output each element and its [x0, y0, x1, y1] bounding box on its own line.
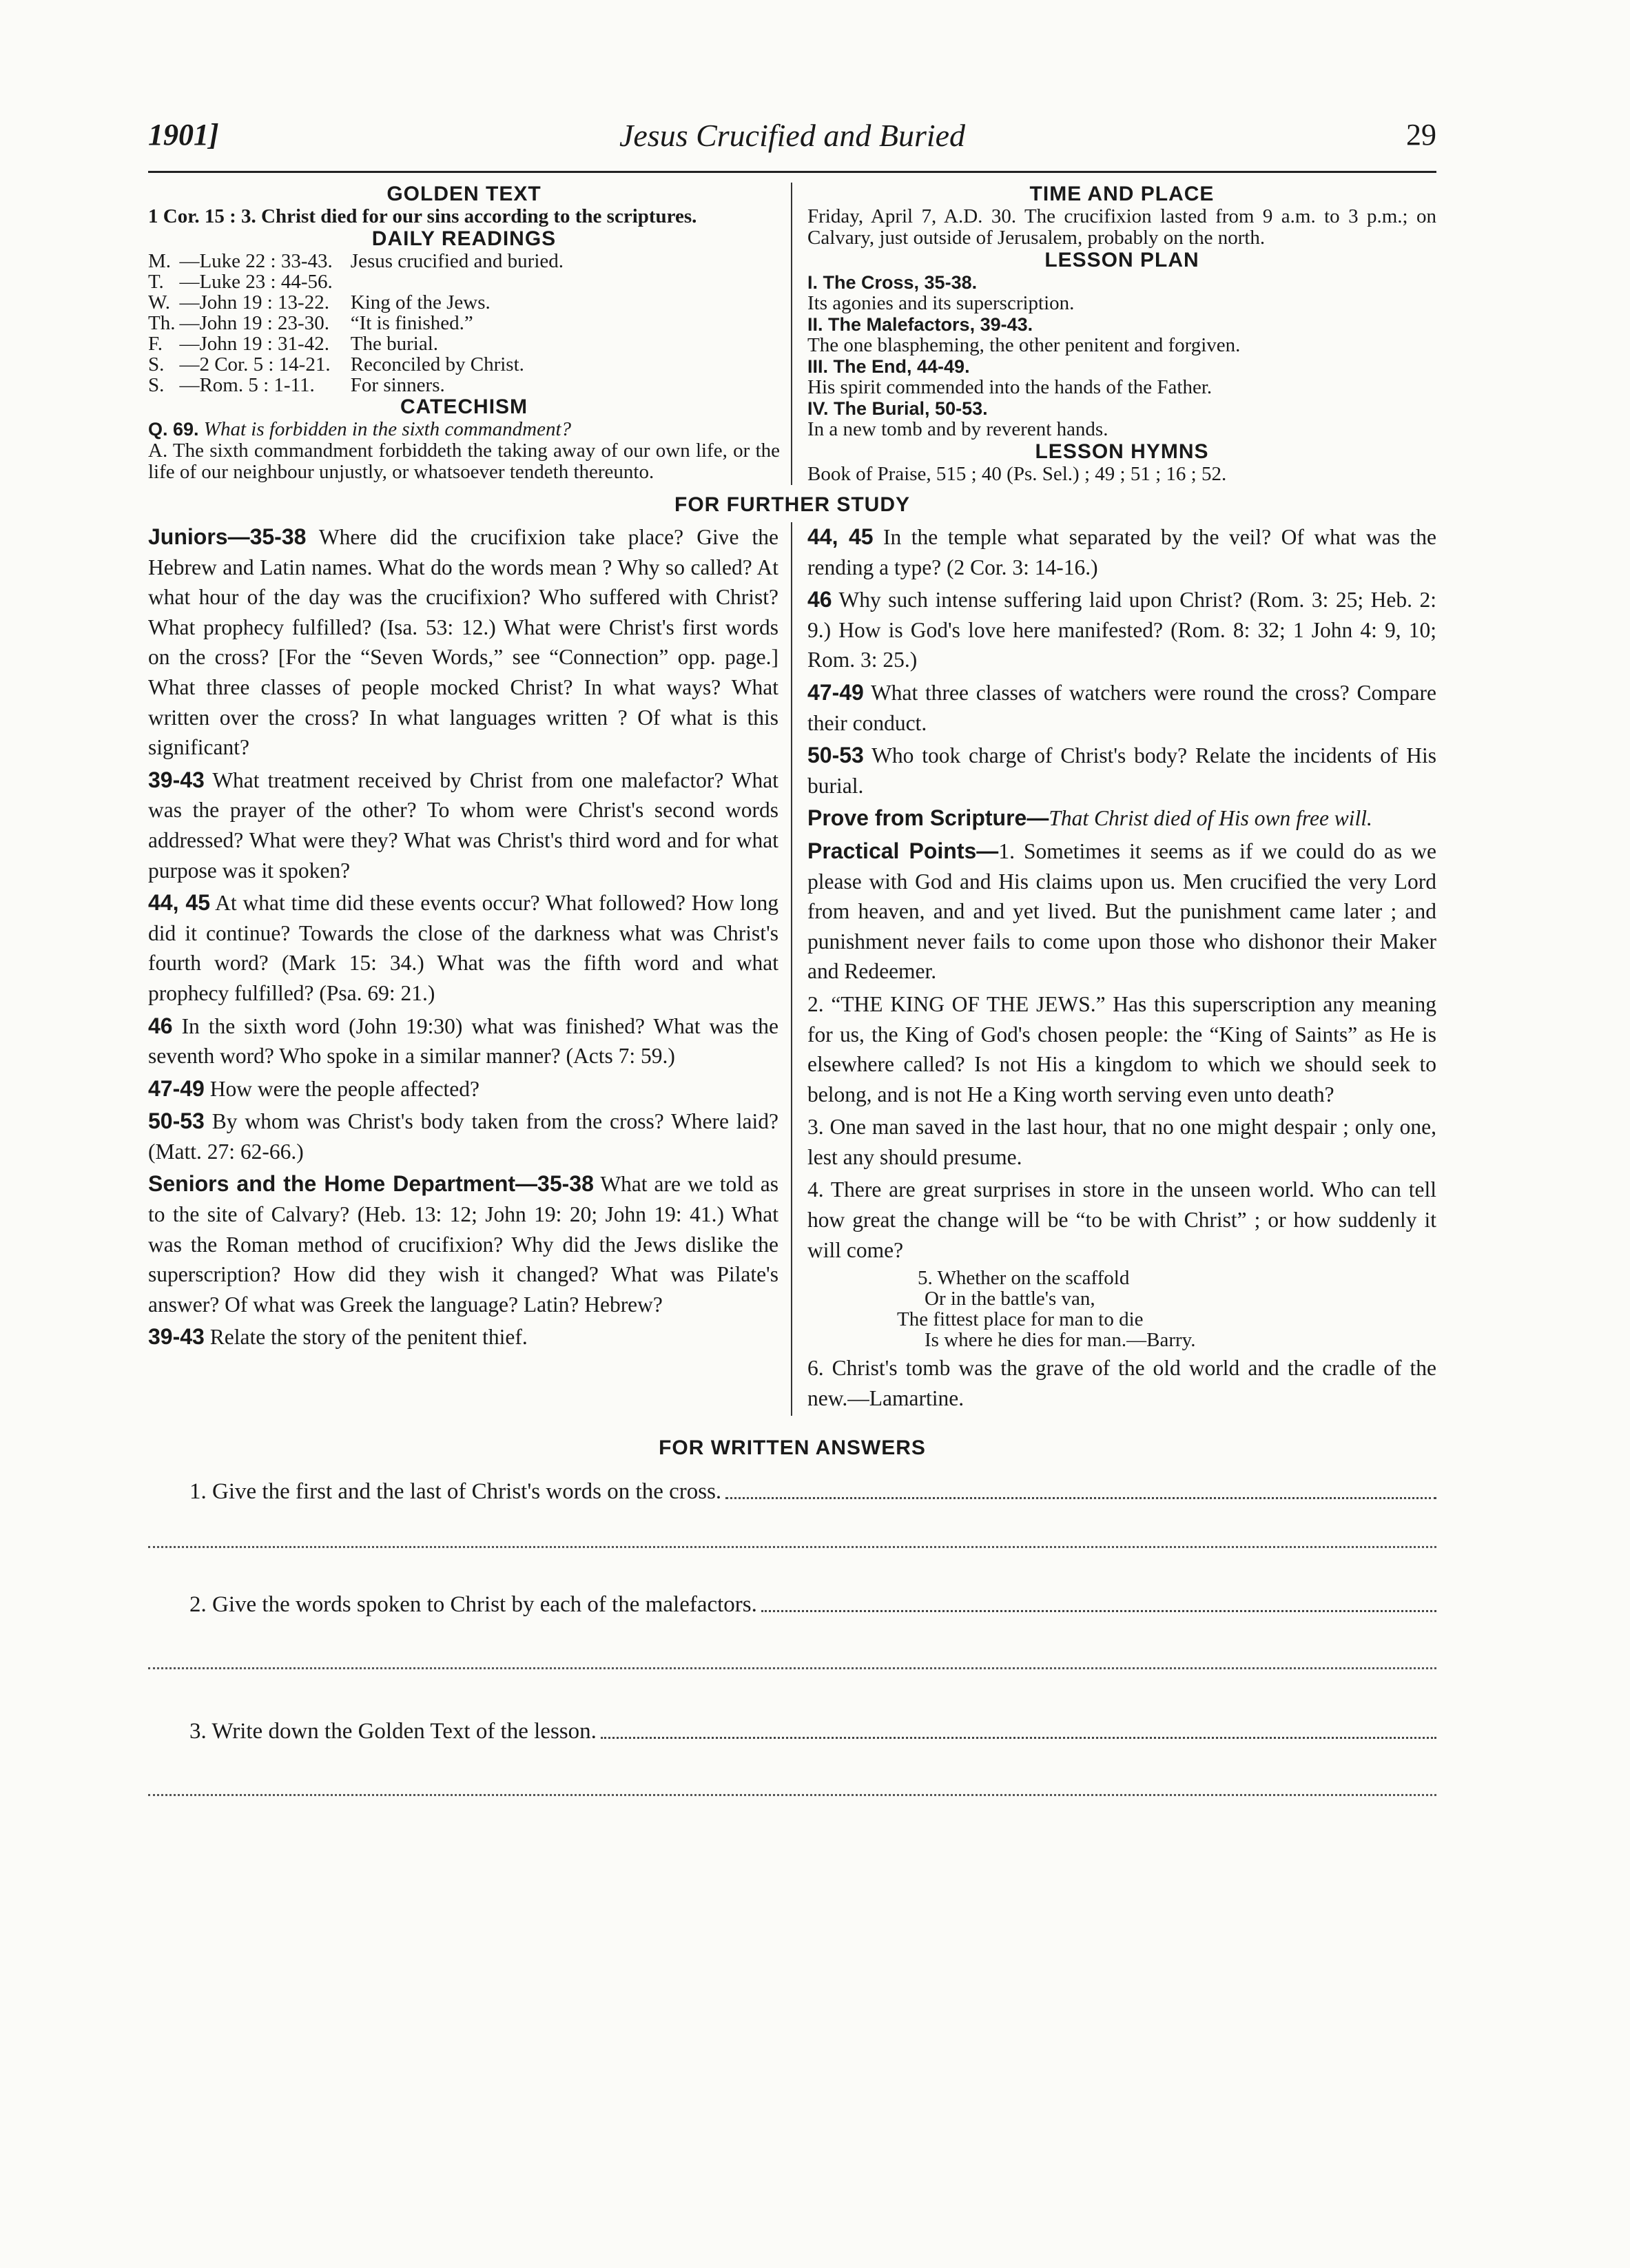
- study-paragraph: [807, 585, 1436, 675]
- lesson-plan-title: III. The End, 44-49.: [807, 356, 970, 377]
- lesson-plan-desc: His spirit commended into the hands of the Father.: [807, 376, 1213, 398]
- daily-reading-row: [148, 333, 568, 354]
- written-answers-heading: FOR WRITTEN ANSWERS: [659, 1436, 926, 1460]
- written-answers: [148, 1479, 1436, 1796]
- lesson-plan-list: [807, 272, 1436, 440]
- study-paragraph: [148, 765, 778, 885]
- study-text: Relate the story of the penitent thief.: [204, 1325, 528, 1350]
- lesson-plan-title: IV. The Burial, 50-53.: [807, 398, 988, 419]
- written-question-2: 2. Give the words spoken to Christ by each of the malefactors.: [189, 1592, 757, 1618]
- daily-reading-row: [148, 354, 568, 375]
- poem-line: The fittest place for man to die: [897, 1308, 1144, 1331]
- daily-reading-row: [148, 251, 568, 271]
- study-text: What are we told as to the site of Calvary? (Heb. 13: 12; John 19: 20; John 19: 41.) What was the Roman method of crucifixion? Why did the Jews dislike the superscription? How did they wish it changed? What was Pilate's answer? Of what was Greek the language? Latin? Hebrew?: [148, 1172, 778, 1317]
- lesson-hymns-heading: LESSON HYMNS: [1035, 440, 1209, 463]
- study-paragraph: [148, 1074, 778, 1104]
- time-place-heading: TIME AND PLACE: [1029, 183, 1215, 205]
- daily-reading-day: F.: [148, 333, 163, 355]
- top-section: [148, 183, 1436, 485]
- further-study-left-column: [148, 522, 792, 1416]
- study-text: At what time did these events occur? What followed? How long did it continue? Towards the close of the darkness what was Christ's fourth word? (Mark 15: 34.) What was the fifth word and what prophecy fulfilled? (Psa. 69: 21.): [148, 891, 778, 1005]
- golden-text: 1 Cor. 15 : 3. Christ died for our sins according to the scriptures.: [148, 205, 697, 227]
- daily-reading-day: Th.: [148, 312, 176, 334]
- poem-line: Or in the battle's van,: [925, 1288, 1095, 1310]
- study-text: That Christ died of His own free will.: [1049, 806, 1372, 831]
- further-study-right-column: [792, 522, 1436, 1416]
- lesson-hymns-text: Book of Praise, 515 ; 40 (Ps. Sel.) ; 49 ; 51 ; 16 ; 52.: [807, 463, 1227, 485]
- study-text: In the sixth word (John 19:30) what was finished? What was the seventh word? Who spoke in a similar manner? (Acts 7: 59.): [148, 1013, 778, 1069]
- study-text: How were the people affected?: [204, 1076, 479, 1101]
- study-lead: 47-49: [807, 679, 864, 705]
- daily-reading-desc: King of the Jews.: [350, 291, 491, 313]
- page-number: 29: [1406, 118, 1436, 152]
- study-lead: Seniors and the Home Department—35-38: [148, 1171, 594, 1197]
- daily-readings-table: [148, 251, 568, 395]
- study-lead: Prove from Scripture—: [807, 805, 1049, 831]
- written-question-1: 1. Give the first and the last of Christ's words on the cross.: [189, 1479, 722, 1505]
- daily-reading-desc: “It is finished.”: [350, 312, 473, 334]
- daily-reading-day: S.: [148, 374, 165, 396]
- page: [148, 117, 1436, 1796]
- daily-reading-ref: —2 Cor. 5 : 14-21.: [179, 353, 331, 375]
- study-lead: 47-49: [148, 1075, 205, 1101]
- daily-reading-row: [148, 271, 568, 292]
- study-lead: 46: [807, 587, 832, 612]
- page-header: [148, 117, 1436, 167]
- study-text: 1. Sometimes it seems as if we could do as we please with God and His claims upon us. Men crucified the very Lord from heaven, and and yet lived. But the punishment came later ; and punishment never fails to come upon those who dishonor their Maker and Redeemer.: [807, 838, 1436, 984]
- catechism-question-text: What is forbidden in the sixth commandment?: [203, 418, 572, 440]
- study-text: Why such intense suffering laid upon Christ? (Rom. 3: 25; Heb. 2: 9.) How is God's love here manifested? (Rom. 8: 32; 1 John 4: 9, 10; Rom. 3: 25.): [807, 588, 1436, 672]
- study-lead: 44, 45: [148, 890, 210, 916]
- study-paragraph: [807, 741, 1436, 801]
- daily-reading-ref: —Luke 23 : 44-56.: [179, 271, 333, 293]
- final-point: 6. Christ's tomb was the grave of the old world and the cradle of the new.—Lamartine.: [807, 1356, 1436, 1410]
- daily-reading-ref: —John 19 : 13-22.: [179, 291, 329, 313]
- daily-reading-day: T.: [148, 271, 164, 293]
- study-lead: 46: [148, 1013, 173, 1038]
- daily-reading-ref: —John 19 : 31-42.: [179, 333, 329, 355]
- poem-line: Is where he dies for man.—Barry.: [925, 1329, 1196, 1352]
- answer-line[interactable]: [148, 1794, 1436, 1796]
- study-text: 2. “THE KING OF THE JEWS.” Has this superscription any meaning for us, the King of God's chosen people: the “King of Saints” as He is elsewhere called? Is not His a kingdom to which we should seek to belong, and is not He a King worth serving even unto death?: [807, 991, 1436, 1106]
- poem: [897, 1267, 1436, 1352]
- study-paragraph: [807, 678, 1436, 738]
- study-text: 4. There are great surprises in store in the unseen world. Who can tell how great the change will be “to be with Christ” ; or how suddenly it will come?: [807, 1177, 1436, 1262]
- answer-line[interactable]: [725, 1497, 1436, 1499]
- study-lead: 44, 45: [807, 524, 874, 549]
- study-lead: Practical Points—: [807, 838, 999, 863]
- lesson-plan-desc: The one blaspheming, the other penitent and forgiven.: [807, 334, 1241, 356]
- study-paragraph: [807, 1175, 1436, 1265]
- daily-reading-desc: The burial.: [350, 333, 439, 355]
- study-lead: Juniors—35-38: [148, 524, 307, 549]
- golden-text-heading: GOLDEN TEXT: [386, 183, 541, 205]
- study-paragraph: [148, 888, 778, 1008]
- catechism-qnum: Q. 69.: [148, 419, 199, 440]
- study-paragraph: [148, 1322, 778, 1352]
- daily-reading-ref: —Rom. 5 : 1-11.: [179, 374, 315, 396]
- written-question-3: 3. Write down the Golden Text of the lesson.: [189, 1719, 597, 1744]
- daily-reading-day: M.: [148, 250, 172, 272]
- daily-reading-row: [148, 313, 568, 333]
- catechism-answer: A. The sixth commandment forbiddeth the taking away of our own life, or the life of our neighbour unjustly, or whatsoever tendeth thereunto.: [148, 440, 780, 483]
- study-text: Where did the crucifixion take place? Give the Hebrew and Latin names. What do the words mean ? Why so called? At what hour of the day was the crucifixion? Who suffered with Christ? What prophecy fulfilled? (Isa. 53: 12.) What were Christ's first words on the cross? [For the “Seven Words,” see “Connection” opp. page.] What three classes of people mocked Christ? In what ways? What written over the cross? In what languages written ? Of what is this significant?: [148, 525, 778, 760]
- daily-reading-day: S.: [148, 353, 165, 375]
- study-text: Who took charge of Christ's body? Relate the incidents of His burial.: [807, 743, 1436, 798]
- study-lead: 39-43: [148, 1324, 205, 1350]
- study-paragraph: [148, 1106, 778, 1166]
- study-paragraph: [148, 522, 778, 763]
- lesson-plan-heading: LESSON PLAN: [1044, 249, 1199, 271]
- study-lead: 39-43: [148, 767, 205, 792]
- study-paragraph: [148, 1169, 778, 1319]
- study-paragraph: [807, 989, 1436, 1109]
- daily-reading-day: W.: [148, 291, 170, 313]
- answer-line[interactable]: [148, 1546, 1436, 1548]
- study-paragraph: [807, 803, 1436, 834]
- answer-line[interactable]: [601, 1737, 1436, 1739]
- study-text: By whom was Christ's body taken from the cross? Where laid? (Matt. 27: 62-66.): [148, 1109, 778, 1164]
- study-text: 3. One man saved in the last hour, that no one might despair ; only one, lest any should presume.: [807, 1115, 1436, 1169]
- daily-reading-desc: Reconciled by Christ.: [350, 353, 524, 375]
- study-text: In the temple what separated by the veil? Of what was the rending a type? (2 Cor. 3: 14-16.): [807, 525, 1436, 579]
- catechism-heading: CATECHISM: [400, 395, 528, 418]
- lesson-plan-title: I. The Cross, 35-38.: [807, 272, 978, 293]
- study-lead: 50-53: [807, 743, 864, 768]
- answer-line[interactable]: [148, 1667, 1436, 1669]
- further-study: [148, 522, 1436, 1416]
- daily-reading-ref: —Luke 22 : 33-43.: [179, 250, 333, 272]
- lesson-plan-desc: Its agonies and its superscription.: [807, 292, 1075, 314]
- daily-reading-row: [148, 292, 568, 313]
- study-lead: 50-53: [148, 1109, 205, 1134]
- daily-reading-desc: For sinners.: [350, 374, 445, 396]
- study-paragraph: [807, 836, 1436, 987]
- catechism-question: [148, 419, 780, 440]
- daily-reading-row: [148, 375, 568, 395]
- answer-line[interactable]: [761, 1610, 1436, 1612]
- top-left-column: [148, 183, 792, 485]
- study-text: What treatment received by Christ from one malefactor? What was the prayer of the other? To whom were Christ's second words addressed? What were they? What was Christ's third word and for what purpose was it spoken?: [148, 767, 778, 883]
- study-text: What three classes of watchers were round the cross? Compare their conduct.: [807, 680, 1436, 735]
- daily-readings-heading: DAILY READINGS: [371, 227, 557, 250]
- top-right-column: [792, 183, 1436, 485]
- study-paragraph: [807, 1112, 1436, 1172]
- daily-reading-ref: —John 19 : 23-30.: [179, 312, 329, 334]
- study-paragraph: [807, 522, 1436, 582]
- header-rule: [148, 171, 1436, 173]
- page-title: Jesus Crucified and Buried: [619, 118, 966, 153]
- daily-reading-desc: Jesus crucified and buried.: [350, 250, 564, 272]
- lesson-plan-desc: In a new tomb and by reverent hands.: [807, 418, 1108, 440]
- poem-line: 5. Whether on the scaffold: [918, 1267, 1130, 1290]
- daily-reading-desc: [337, 271, 568, 292]
- page-year: 1901]: [148, 118, 219, 152]
- study-paragraph: [148, 1011, 778, 1071]
- further-study-heading: FOR FURTHER STUDY: [674, 493, 910, 516]
- time-place-text: Friday, April 7, A.D. 30. The crucifixion lasted from 9 a.m. to 3 p.m.; on Calvary, just outside of Jerusalem, probably on the north.: [807, 205, 1436, 249]
- lesson-plan-title: II. The Malefactors, 39-43.: [807, 314, 1033, 335]
